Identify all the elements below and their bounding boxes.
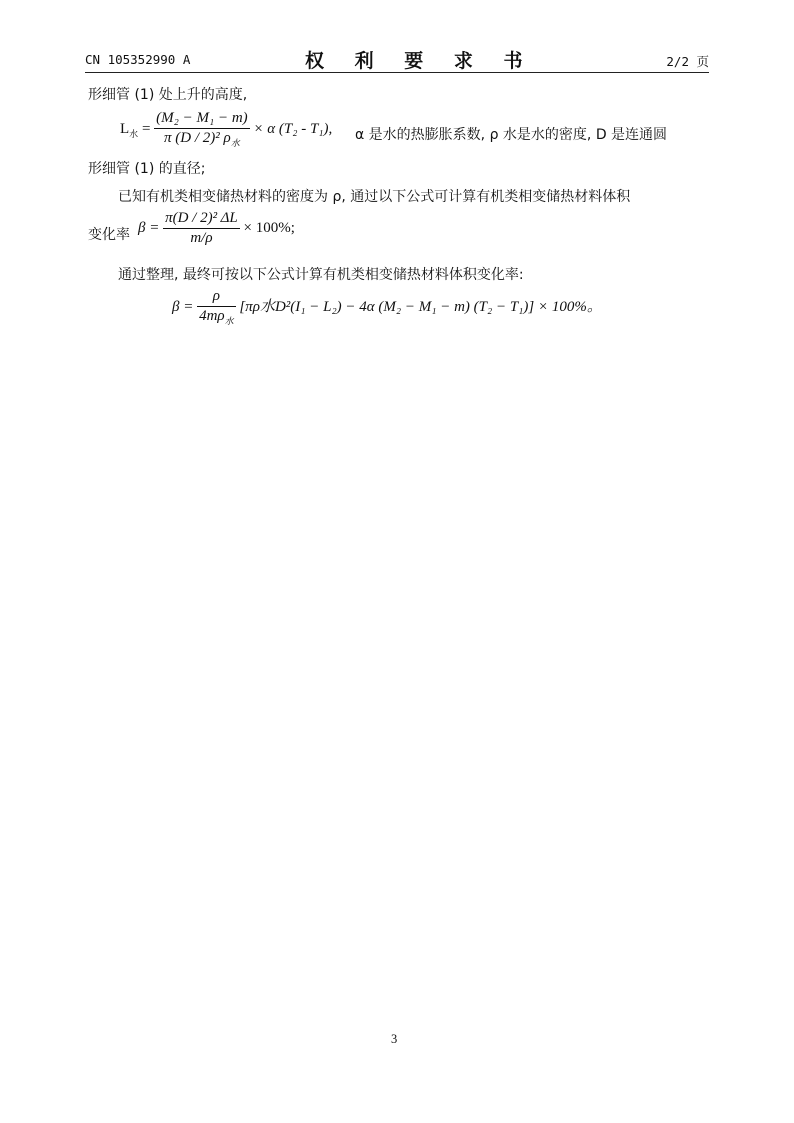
- formula1-denominator: π (D / 2)² $\rho_水$: [164, 130, 240, 148]
- header-rule: [85, 72, 709, 73]
- formula3-fraction: [197, 288, 236, 327]
- formula2-tail: × 100%;: [243, 219, 295, 236]
- page-header: [85, 46, 709, 72]
- publication-number: CN 105352990 A: [85, 52, 191, 67]
- formula3-denominator: $4m\rho_水$: [199, 308, 234, 326]
- formula1-tail: × α (T₂ - T₁),: [253, 120, 333, 137]
- text-line-4: 已知有机类相变储热材料的密度为 ρ, 通过以下公式可计算有机类相变储热材料体积: [118, 189, 631, 205]
- formula1-fraction: [154, 110, 250, 149]
- formula3-numerator: ρ: [197, 288, 236, 307]
- formula-final: [172, 288, 602, 327]
- text-line-5-prefix: 变化率: [88, 227, 130, 243]
- formula1-lhs: $L_水$: [120, 120, 139, 139]
- formula2-fraction: [163, 210, 240, 247]
- text-line-6: 通过整理, 最终可按以下公式计算有机类相变储热材料体积变化率:: [118, 267, 524, 283]
- formula2-denominator: m/ρ: [190, 230, 213, 246]
- text-line-3: 形细管 (1) 的直径;: [88, 161, 206, 177]
- section-title: 权 利 要 求 书: [305, 50, 535, 72]
- formula-volume-change: [138, 210, 295, 247]
- formula3-lhs: β =: [172, 298, 194, 315]
- text-line-1: 形细管 (1) 处上升的高度,: [88, 87, 248, 103]
- formula1-description: α 是水的热膨胀系数, ρ 水是水的密度, D 是连通圆: [355, 127, 668, 143]
- formula3-tail: [πρ水D²(I₁ − L₂) − 4α (M₂ − M₁ − m) (T₂ − T₁)] × 100%。: [239, 298, 602, 315]
- formula1-numerator: (M₂ − M₁ − m): [154, 110, 250, 129]
- formula-height: $L_水$ = $\frac{\text{(M₂ − M₁ − m)}}{\pi (D / 2)^2 \rho_水}$ × α (T₂ - T₁),: [120, 110, 333, 148]
- formula2-lhs: β =: [138, 219, 160, 236]
- formula2-numerator: π(D / 2)² ΔL: [163, 210, 240, 229]
- page-number: 3: [391, 1032, 398, 1046]
- page-indicator: 2/2 页: [666, 54, 709, 69]
